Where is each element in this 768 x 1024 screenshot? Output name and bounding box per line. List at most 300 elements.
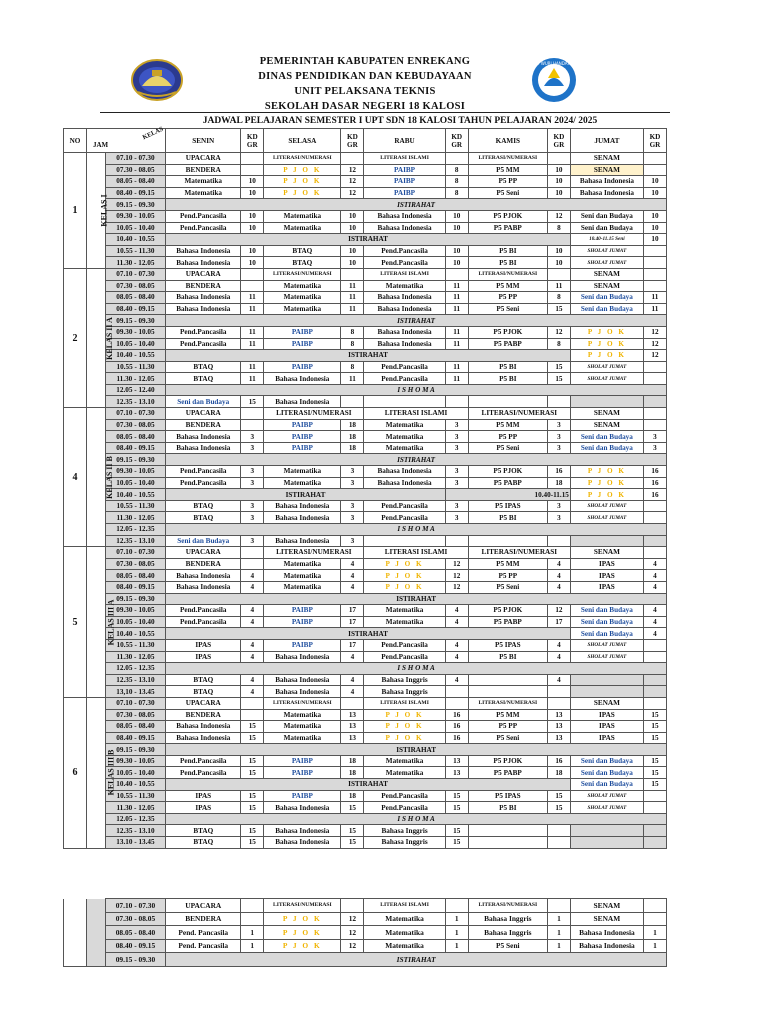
table-cell: PAIBP <box>264 326 341 338</box>
institution-title <box>200 54 530 114</box>
table-cell: 10 <box>241 176 264 188</box>
table-cell: Bahasa Indonesia <box>364 326 445 338</box>
table-cell: 11 <box>241 292 264 304</box>
table-cell: Matematika <box>264 466 341 478</box>
table-cell: P5 BI <box>468 257 547 269</box>
table-cell <box>468 837 547 849</box>
table-cell: PAIBP <box>364 164 445 176</box>
table-cell: Pend.Pancasila <box>364 361 445 373</box>
table-cell: Bahasa Indonesia <box>264 535 341 547</box>
table-cell: IPAS <box>570 581 643 593</box>
table-cell <box>643 802 666 814</box>
time-cell: 07.10 - 07.30 <box>105 153 166 165</box>
class-number: 2 <box>64 268 87 407</box>
time-cell: 08.05 - 08.40 <box>105 431 166 443</box>
table-row <box>64 419 667 431</box>
table-cell: 4 <box>241 686 264 698</box>
table-cell: 11 <box>445 361 468 373</box>
table-cell: 8 <box>445 187 468 199</box>
table-cell: UPACARA <box>166 268 241 280</box>
table-cell <box>364 396 445 408</box>
table-cell: Matematika <box>264 570 341 582</box>
table-cell <box>341 697 364 709</box>
table-row <box>64 361 667 373</box>
break-cell: ISTIRAHAT <box>166 953 667 967</box>
table-cell: LITERASI/NUMERASI <box>264 268 341 280</box>
time-cell: 09.30 - 10.05 <box>105 605 166 617</box>
table-cell: 1 <box>445 912 468 926</box>
time-cell: 11.30 - 12.05 <box>105 802 166 814</box>
table-cell: Matematika <box>364 280 445 292</box>
time-cell: 11.30 - 12.05 <box>105 257 166 269</box>
table-cell <box>547 535 570 547</box>
time-cell: 12.35 - 13.10 <box>105 535 166 547</box>
table-cell: LITERASI/NUMERASI <box>468 408 570 420</box>
time-cell: 12.05 - 12.40 <box>105 384 166 396</box>
table-cell: Bahasa Indonesia <box>166 431 241 443</box>
table-cell: SENAM <box>570 280 643 292</box>
break-cell <box>86 899 105 967</box>
table-row <box>64 164 667 176</box>
table-cell: P J O K <box>264 187 341 199</box>
table-cell: 15 <box>341 802 364 814</box>
time-cell: 07.10 - 07.30 <box>105 547 166 559</box>
table-row <box>64 605 667 617</box>
table-row <box>64 199 667 211</box>
table-cell: SHOLAT JUMAT <box>570 500 643 512</box>
table-cell <box>547 899 570 913</box>
table-cell: 10 <box>547 245 570 257</box>
table-cell: Bahasa Indonesia <box>364 466 445 478</box>
table-row <box>64 767 667 779</box>
table-cell: 10 <box>547 164 570 176</box>
time-cell: 12.05 - 12.35 <box>105 813 166 825</box>
table-cell: 10 <box>241 257 264 269</box>
table-cell: 4 <box>643 570 666 582</box>
table-cell: P J O K <box>570 489 643 501</box>
table-cell: SHOLAT JUMAT <box>570 373 643 385</box>
table-cell: Pend.Pancasila <box>166 466 241 478</box>
time-cell: 10.05 - 10.40 <box>105 477 166 489</box>
table-cell: 4 <box>643 616 666 628</box>
table-cell: P5 PJOK <box>468 605 547 617</box>
header-line-1: PEMERINTAH KABUPATEN ENREKANG <box>259 56 471 67</box>
table-cell: P5 MM <box>468 419 547 431</box>
table-cell <box>468 396 547 408</box>
table-cell: Pend.Pancasila <box>166 767 241 779</box>
table-cell: P J O K <box>264 176 341 188</box>
table-cell: Matematika <box>264 222 341 234</box>
table-cell: Matematika <box>264 721 341 733</box>
break-cell: ISTIRAHAT <box>166 454 667 466</box>
table-cell <box>547 396 570 408</box>
table-cell: Bahasa Indonesia <box>364 292 445 304</box>
table-cell: Bahasa Inggris <box>364 674 445 686</box>
table-cell: P J O K <box>264 912 341 926</box>
table-cell: 3 <box>341 512 364 524</box>
table-cell: UPACARA <box>166 697 241 709</box>
table-cell <box>445 396 468 408</box>
table-cell <box>445 686 468 698</box>
table-cell: P J O K <box>570 477 643 489</box>
table-cell: LITERASI/NUMERASI <box>264 899 341 913</box>
table-cell: IPAS <box>166 639 241 651</box>
table-cell: LITERASI ISLAMI <box>364 697 445 709</box>
table-cell: Matematika <box>264 732 341 744</box>
table-cell <box>643 373 666 385</box>
table-row <box>64 686 667 698</box>
time-cell: 10.05 - 10.40 <box>105 616 166 628</box>
table-cell: 12 <box>445 570 468 582</box>
table-cell: 15 <box>643 732 666 744</box>
break-cell <box>570 825 643 837</box>
table-cell: P5 BI <box>468 512 547 524</box>
table-cell: 10 <box>547 187 570 199</box>
time-cell: 07.10 - 07.30 <box>105 268 166 280</box>
col-kd: KD GR <box>547 129 570 153</box>
break-cell: I S H O M A <box>166 663 667 675</box>
col-kd: KD GR <box>241 129 264 153</box>
table-cell: LITERASI/NUMERASI <box>468 547 570 559</box>
break-cell <box>643 535 666 547</box>
table-cell: Bahasa Indonesia <box>264 396 341 408</box>
table-cell <box>547 697 570 709</box>
table-cell: PAIBP <box>264 442 341 454</box>
table-cell: Matematika <box>364 431 445 443</box>
time-cell: 07.10 - 07.30 <box>105 899 166 913</box>
table-cell: 13 <box>341 732 364 744</box>
table-cell: 4 <box>643 605 666 617</box>
table-row <box>64 384 667 396</box>
time-cell: 10.40 - 10.55 <box>105 628 166 640</box>
col-kelas-jam: KELAS JAM <box>86 129 165 153</box>
table-cell: SENAM <box>570 547 643 559</box>
class-number: 5 <box>64 547 87 698</box>
table-cell <box>468 686 547 698</box>
table-cell <box>445 899 468 913</box>
table-cell: 16 <box>445 709 468 721</box>
table-row <box>64 912 667 926</box>
table-cell: 3 <box>445 512 468 524</box>
table-cell: P J O K <box>364 570 445 582</box>
break-cell <box>643 396 666 408</box>
break-cell: ISTIRAHAT <box>166 593 667 605</box>
time-cell: 09.30 - 10.05 <box>105 210 166 222</box>
table-cell: IPAS <box>570 570 643 582</box>
table-cell: 8 <box>445 164 468 176</box>
table-cell: PAIBP <box>264 639 341 651</box>
table-cell: PAIBP <box>264 790 341 802</box>
table-cell: 1 <box>445 939 468 953</box>
table-row <box>64 442 667 454</box>
table-row <box>64 268 667 280</box>
table-cell: 17 <box>341 639 364 651</box>
table-cell <box>547 825 570 837</box>
table-cell: 15 <box>643 779 666 791</box>
time-cell: 11.30 - 12.05 <box>105 651 166 663</box>
table-cell: Matematika <box>264 292 341 304</box>
table-cell: 10 <box>341 210 364 222</box>
table-cell: P5 PABP <box>468 477 547 489</box>
time-cell: 09.30 - 10.05 <box>105 326 166 338</box>
break-cell: I S H O M A <box>166 524 667 536</box>
time-cell: 12.35 - 13.10 <box>105 396 166 408</box>
table-cell: 15 <box>643 721 666 733</box>
table-row <box>64 663 667 675</box>
table-cell: SHOLAT JUMAT <box>570 651 643 663</box>
table-cell: Seni dan Budaya <box>570 431 643 443</box>
table-cell: 3 <box>643 442 666 454</box>
table-cell: P5 Seni <box>468 303 547 315</box>
table-cell: 4 <box>341 570 364 582</box>
table-row <box>64 524 667 536</box>
table-cell: 13 <box>547 721 570 733</box>
table-row <box>64 593 667 605</box>
table-cell <box>445 697 468 709</box>
table-cell: SHOLAT JUMAT <box>570 639 643 651</box>
table-cell: BTAQ <box>166 373 241 385</box>
table-cell: 3 <box>445 431 468 443</box>
table-row <box>64 899 667 913</box>
table-cell <box>445 153 468 165</box>
table-cell: PAIBP <box>264 605 341 617</box>
break-cell <box>570 674 643 686</box>
time-cell: 07.30 - 08.05 <box>105 280 166 292</box>
table-cell: Seni dan Budaya <box>570 779 643 791</box>
table-row <box>64 697 667 709</box>
table-row <box>64 953 667 967</box>
table-row <box>64 454 667 466</box>
table-cell: 10 <box>241 222 264 234</box>
table-cell <box>643 547 666 559</box>
break-cell: ISTIRAHAT <box>166 199 667 211</box>
table-cell: P5 IPAS <box>468 500 547 512</box>
table-cell: 4 <box>445 605 468 617</box>
table-cell: 8 <box>341 361 364 373</box>
table-row <box>64 674 667 686</box>
table-cell: UPACARA <box>166 899 241 913</box>
table-cell: 18 <box>547 767 570 779</box>
table-cell: 15 <box>241 825 264 837</box>
table-cell: Bahasa Indonesia <box>364 222 445 234</box>
table-cell: P5 MM <box>468 709 547 721</box>
table-row <box>64 825 667 837</box>
col-no: NO <box>64 129 87 153</box>
time-cell: 10.55 - 11.30 <box>105 500 166 512</box>
table-cell: P5 PJOK <box>468 755 547 767</box>
table-cell: P5 IPAS <box>468 790 547 802</box>
table-cell: 18 <box>341 419 364 431</box>
table-row <box>64 709 667 721</box>
table-cell: 15 <box>241 767 264 779</box>
table-cell: 4 <box>643 581 666 593</box>
break-cell <box>643 825 666 837</box>
table-row <box>64 350 667 362</box>
table-cell: 1 <box>241 939 264 953</box>
time-cell: 08.40 - 09.15 <box>105 442 166 454</box>
time-cell: 09.30 - 10.05 <box>105 755 166 767</box>
table-cell: IPAS <box>570 558 643 570</box>
table-cell: Matematika <box>364 442 445 454</box>
time-cell: 12.35 - 13.10 <box>105 825 166 837</box>
table-cell <box>643 164 666 176</box>
table-cell: 3 <box>241 500 264 512</box>
table-cell: 10 <box>547 257 570 269</box>
table-row <box>64 373 667 385</box>
break-cell: ISTIRAHAT <box>166 779 571 791</box>
table-cell: 8 <box>547 338 570 350</box>
table-cell: PAIBP <box>264 616 341 628</box>
schedule-table <box>63 125 667 849</box>
break-cell <box>570 396 643 408</box>
table-cell: 18 <box>547 477 570 489</box>
time-cell: 07.10 - 07.30 <box>105 697 166 709</box>
table-row <box>64 639 667 651</box>
table-cell <box>468 674 547 686</box>
table-cell: 8 <box>341 338 364 350</box>
table-cell: Matematika <box>264 210 341 222</box>
class-number: 4 <box>64 408 87 547</box>
table-cell: 15 <box>241 837 264 849</box>
table-cell: Bahasa Indonesia <box>264 674 341 686</box>
time-cell: 08.40 - 09.15 <box>105 303 166 315</box>
table-cell: 15 <box>547 373 570 385</box>
table-cell: BTAQ <box>166 361 241 373</box>
table-cell <box>643 268 666 280</box>
table-cell: P5 BI <box>468 245 547 257</box>
table-cell: LITERASI ISLAMI <box>364 153 445 165</box>
time-cell: 09.15 - 09.30 <box>105 953 166 967</box>
table-cell: P5 Seni <box>468 581 547 593</box>
table-row <box>64 153 667 165</box>
time-cell: 13.10 - 13.45 <box>105 837 166 849</box>
table-row <box>64 489 667 501</box>
table-cell: Bahasa Indonesia <box>364 477 445 489</box>
table-row <box>64 651 667 663</box>
table-cell: Seni dan Budaya <box>570 210 643 222</box>
table-cell: Seni dan Budaya <box>570 222 643 234</box>
table-cell: 4 <box>241 570 264 582</box>
table-cell: 17 <box>341 616 364 628</box>
table-cell: SHOLAT JUMAT <box>570 512 643 524</box>
table-cell: 8 <box>547 222 570 234</box>
table-cell: Pend.Pancasila <box>166 222 241 234</box>
table-cell: 11 <box>445 373 468 385</box>
table-cell: 3 <box>547 431 570 443</box>
table-cell: 8 <box>341 326 364 338</box>
table-cell: 10.40-11.15 Seni <box>570 234 643 246</box>
table-cell: BTAQ <box>166 837 241 849</box>
table-cell: P J O K <box>264 939 341 953</box>
table-cell: 12 <box>643 338 666 350</box>
table-cell: 4 <box>445 639 468 651</box>
table-row <box>64 628 667 640</box>
table-cell: 17 <box>341 605 364 617</box>
table-cell: P J O K <box>264 164 341 176</box>
table-cell: 12 <box>547 605 570 617</box>
table-cell <box>241 153 264 165</box>
table-cell: 10 <box>241 245 264 257</box>
table-cell: LITERASI ISLAMI <box>364 268 445 280</box>
time-cell: 10.40 - 10.55 <box>105 350 166 362</box>
table-cell: Bahasa Indonesia <box>166 245 241 257</box>
table-cell: 13 <box>341 709 364 721</box>
table-cell: 1 <box>547 912 570 926</box>
table-cell: LITERASI/NUMERASI <box>468 697 547 709</box>
table-row <box>64 303 667 315</box>
table-cell: Pend.Pancasila <box>364 245 445 257</box>
table-cell: Matematika <box>264 581 341 593</box>
table-cell <box>341 899 364 913</box>
header-line-3: UNIT PELAKSANA TEKNIS <box>294 86 436 97</box>
time-cell: 08.40 - 09.15 <box>105 732 166 744</box>
table-cell: 11 <box>643 292 666 304</box>
table-cell: 4 <box>241 651 264 663</box>
table-cell: Pend.Pancasila <box>166 210 241 222</box>
table-cell: 18 <box>341 431 364 443</box>
table-cell: PAIBP <box>264 419 341 431</box>
table-cell: 12 <box>547 326 570 338</box>
table-cell: BENDERA <box>166 558 241 570</box>
table-cell: 11 <box>445 338 468 350</box>
table-cell: PAIBP <box>264 361 341 373</box>
table-cell: 16 <box>643 466 666 478</box>
table-cell <box>643 790 666 802</box>
table-cell: IPAS <box>570 709 643 721</box>
table-cell: P5 MM <box>468 558 547 570</box>
table-cell <box>643 512 666 524</box>
table-cell: PAIBP <box>264 767 341 779</box>
table-cell: 11 <box>341 303 364 315</box>
table-cell: Pend.Pancasila <box>166 326 241 338</box>
table-cell: P J O K <box>364 721 445 733</box>
table-cell: Bahasa Inggris <box>364 837 445 849</box>
table-cell: 3 <box>241 477 264 489</box>
table-cell: Bahasa Inggris <box>364 686 445 698</box>
table-cell: Pend.Pancasila <box>364 257 445 269</box>
table-cell: P5 Seni <box>468 187 547 199</box>
table-cell: LITERASI/NUMERASI <box>264 153 341 165</box>
table-cell <box>241 899 264 913</box>
table-cell: IPAS <box>166 651 241 663</box>
table-cell: 12 <box>547 210 570 222</box>
table-row <box>64 408 667 420</box>
time-cell: 10.05 - 10.40 <box>105 222 166 234</box>
table-cell: P5 PABP <box>468 767 547 779</box>
table-row <box>64 616 667 628</box>
table-cell: BTAQ <box>166 674 241 686</box>
table-cell <box>241 419 264 431</box>
time-cell: 12.05 - 12.35 <box>105 524 166 536</box>
table-cell <box>341 153 364 165</box>
col-kd: KD GR <box>341 129 364 153</box>
table-row <box>64 234 667 246</box>
table-cell: Bahasa Indonesia <box>166 257 241 269</box>
table-cell <box>341 396 364 408</box>
table-cell <box>241 547 264 559</box>
table-cell: Matematika <box>264 280 341 292</box>
table-cell: LITERASI/NUMERASI <box>264 408 364 420</box>
table-cell: 4 <box>643 558 666 570</box>
table-cell: Pend.Pancasila <box>166 616 241 628</box>
table-cell <box>547 686 570 698</box>
table-cell: P J O K <box>364 732 445 744</box>
table-cell: SHOLAT JUMAT <box>570 245 643 257</box>
table-cell: BENDERA <box>166 419 241 431</box>
table-cell: 4 <box>547 558 570 570</box>
time-cell: 09.15 - 09.30 <box>105 454 166 466</box>
schedule-title: JADWAL PELAJARAN SEMESTER I UPT SDN 18 KALOSI TAHUN PELAJARAN 2024/ 2025 <box>202 116 598 126</box>
